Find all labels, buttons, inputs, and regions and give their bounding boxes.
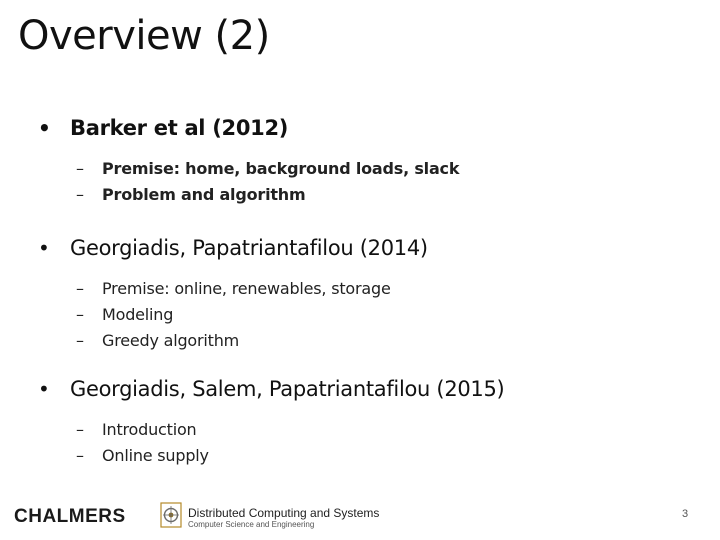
section-georgiadis-2014 [0, 234, 720, 354]
dash-icon: – [76, 279, 84, 298]
sub-bullet-text: Premise: online, renewables, storage [102, 279, 391, 298]
section-georgiadis-2015 [0, 375, 720, 469]
sub-bullet-text: Premise: home, background loads, slack [102, 159, 460, 178]
bullet-heading-text: Georgiadis, Papatriantafilou (2014) [70, 236, 428, 260]
department-name: Distributed Computing and Systems [188, 506, 380, 520]
sub-bullet-text: Problem and algorithm [102, 185, 306, 204]
chalmers-emblem-icon [160, 502, 182, 528]
dash-icon: – [76, 420, 84, 439]
bullet-heading [0, 375, 720, 403]
section-barker [0, 114, 720, 208]
sub-bullet-text: Modeling [102, 305, 174, 324]
sub-bullet-text: Greedy algorithm [102, 331, 240, 350]
bullet-icon: • [38, 236, 50, 260]
dash-icon: – [76, 305, 84, 324]
bullet-heading-text: Barker et al (2012) [70, 116, 289, 140]
bullet-heading-text: Georgiadis, Salem, Papatriantafilou (2015) [70, 377, 505, 401]
bullet-heading [0, 234, 720, 262]
sub-bullet [0, 328, 720, 354]
sub-bullet [0, 182, 720, 208]
sub-bullet [0, 443, 720, 469]
bullet-icon: • [38, 116, 51, 140]
chalmers-logo: CHALMERS [14, 506, 126, 527]
dash-icon: – [76, 185, 84, 204]
dash-icon: – [76, 331, 84, 350]
slide-title: Overview (2) [18, 13, 270, 59]
sub-bullet-text: Online supply [102, 446, 209, 465]
subdepartment-name: Computer Science and Engineering [188, 520, 315, 529]
slide-footer [14, 500, 714, 534]
sub-bullet [0, 276, 720, 302]
bullet-heading [0, 114, 720, 142]
bullet-icon: • [38, 377, 50, 401]
page-number: 3 [682, 508, 689, 520]
sub-bullet [0, 156, 720, 182]
sub-bullet [0, 302, 720, 328]
sub-bullet-text: Introduction [102, 420, 197, 439]
dash-icon: – [76, 159, 84, 178]
dash-icon: – [76, 446, 84, 465]
sub-bullet [0, 417, 720, 443]
